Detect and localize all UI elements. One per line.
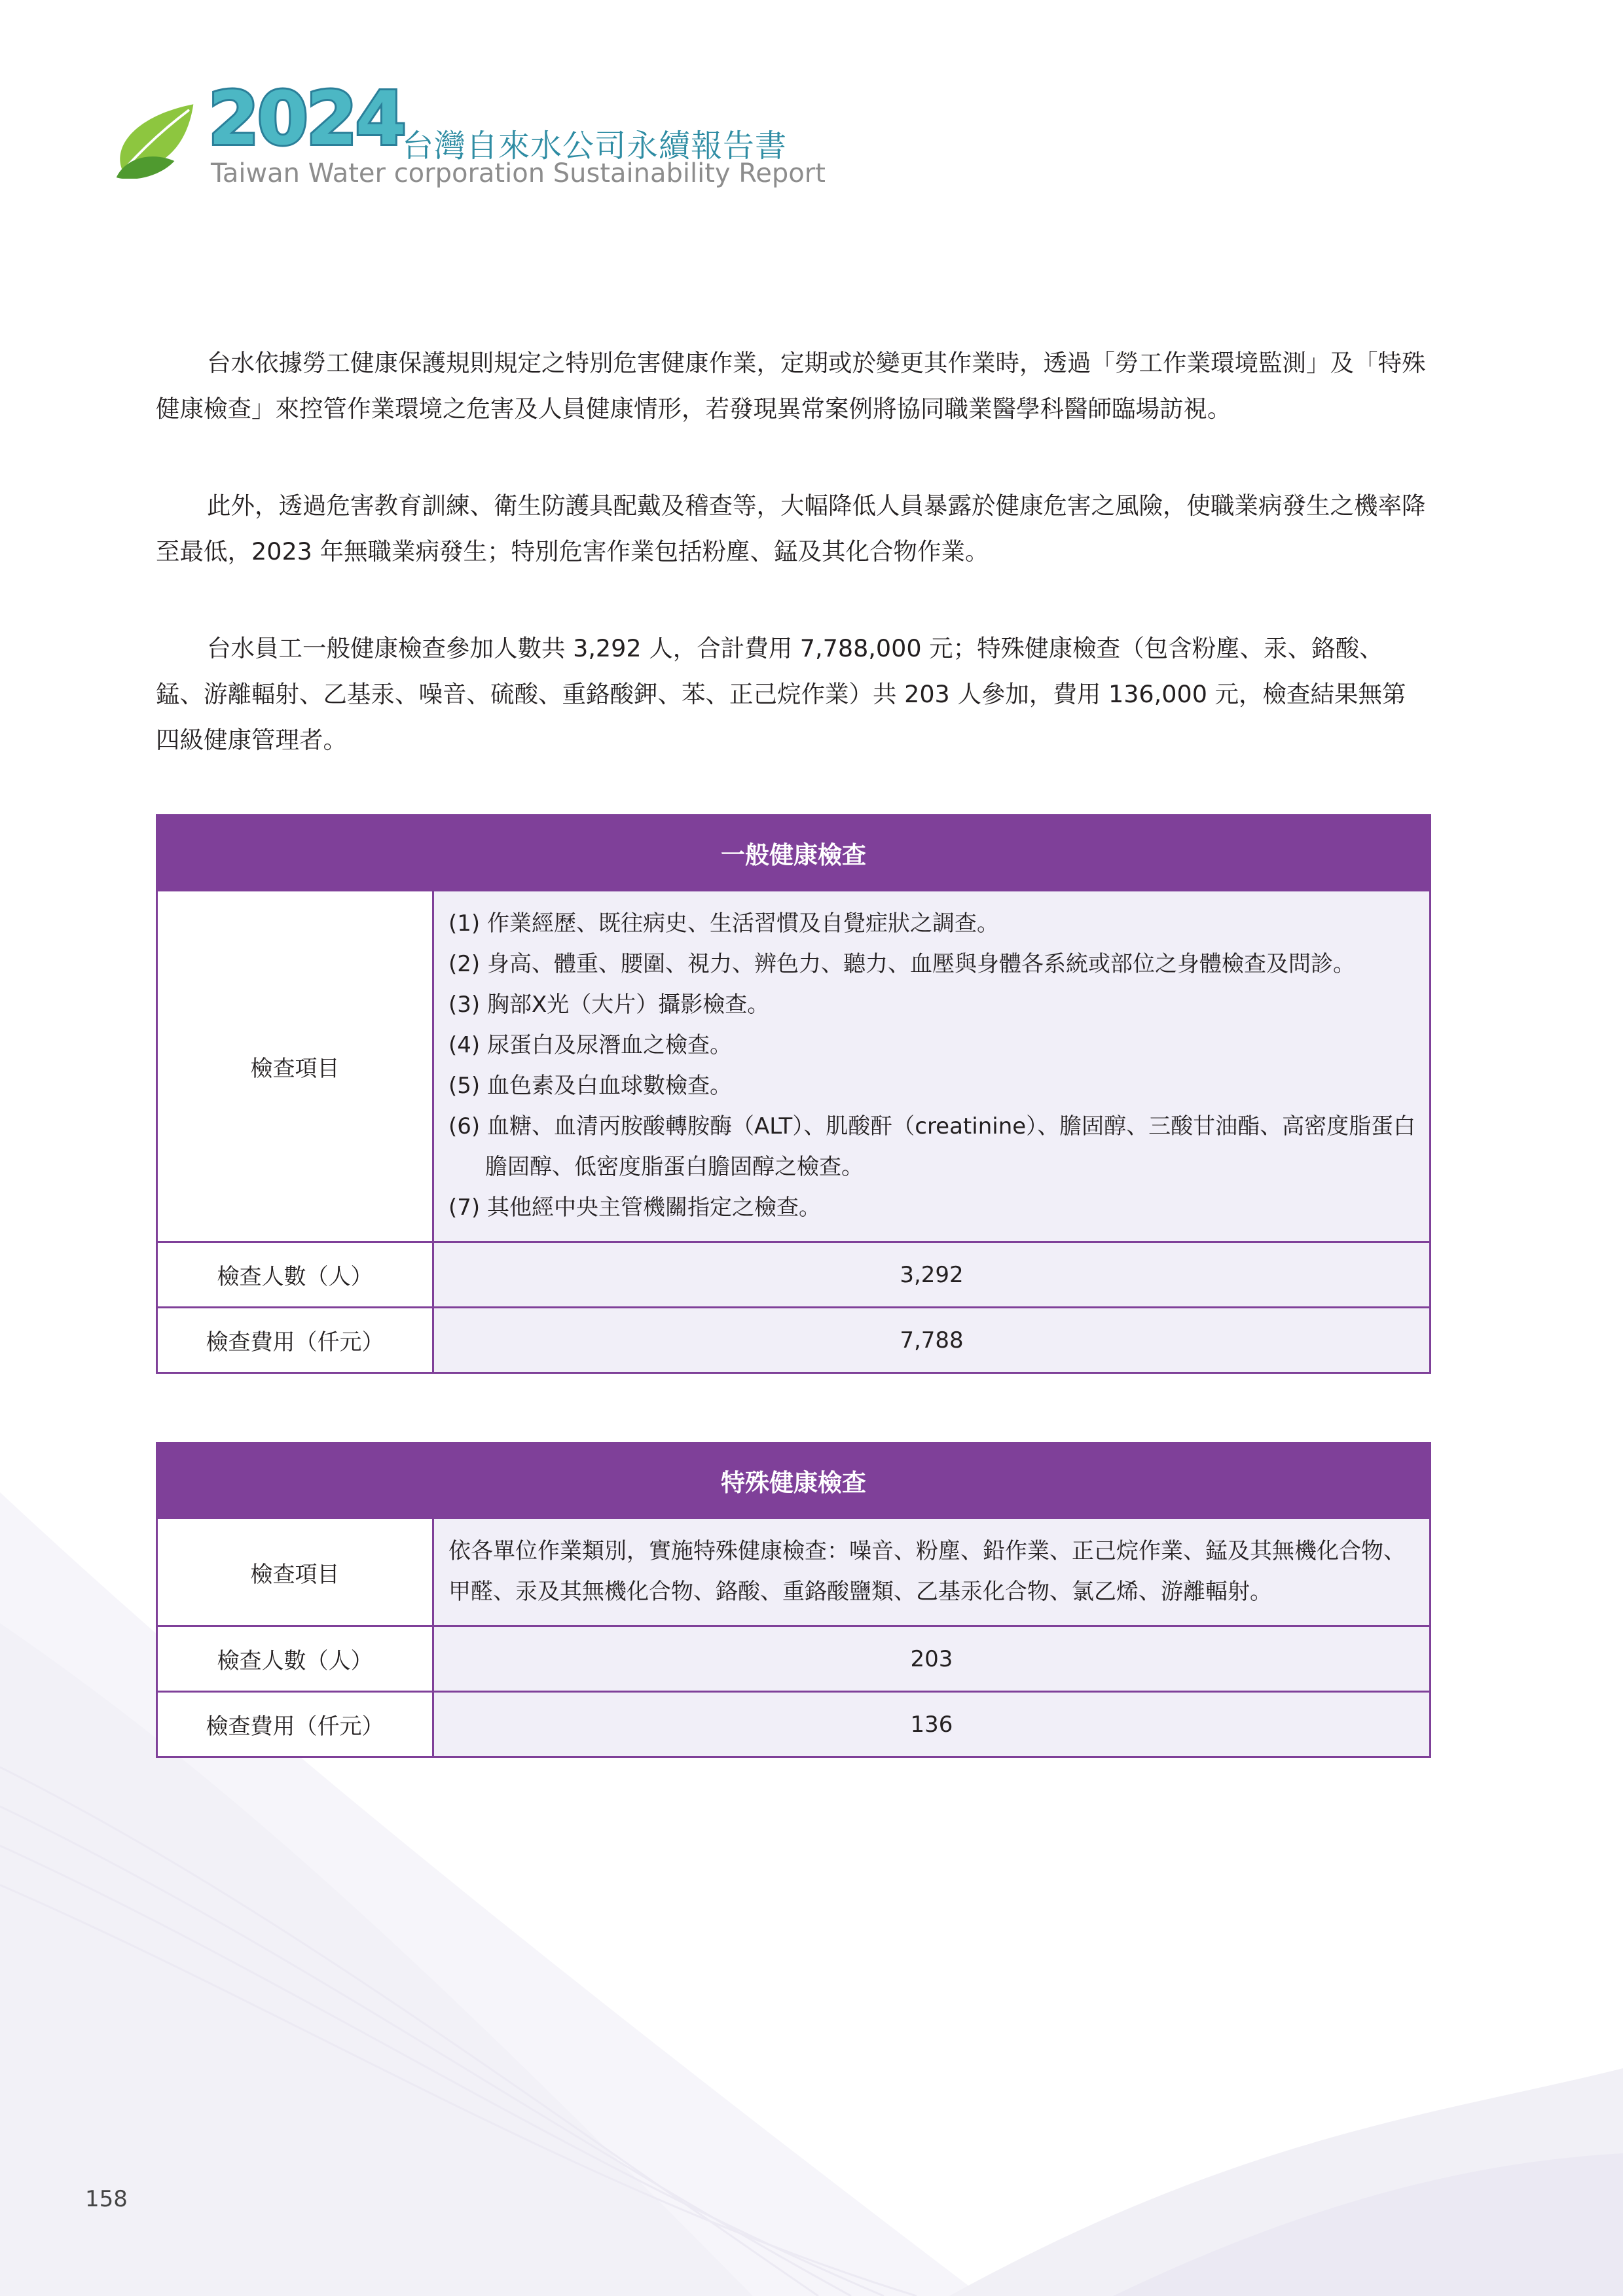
report-header [111, 79, 897, 196]
table-title: 特殊健康檢查 [157, 1443, 1431, 1518]
paragraph-monitoring: 台水依據勞工健康保護規則規定之特別危害健康作業，定期或於變更其作業時，透過「勞工作業環境監測」及「特殊健康檢查」來控管作業環境之危害及人員健康情形，若發現異常案例將協同職業醫學科醫師臨場訪視。 [156, 349, 1426, 423]
table-title: 一般健康檢查 [157, 816, 1431, 891]
leaf-logo-icon [111, 90, 200, 179]
special-health-check-table [156, 1442, 1431, 1758]
special-check-items-text: 依各單位作業類別，實施特殊健康檢查：噪音、粉塵、鉛作業、正己烷作業、錳及其無機化合物、甲醛、汞及其無機化合物、鉻酸、重鉻酸鹽類、乙基汞化合物、氯乙烯、游離輻射。 [448, 1538, 1406, 1605]
row-label-count: 檢查人數（人） [157, 1242, 433, 1308]
report-title-zh: 台灣自來水公司永續報告書 [402, 128, 788, 164]
report-title-en: Taiwan Water corporation Sustainability Report [211, 158, 826, 188]
check-cost: 136 [433, 1692, 1431, 1757]
paragraph-prevention: 此外，透過危害教育訓練、衛生防護具配戴及稽查等，大幅降低人員暴露於健康危害之風險，使職業病發生之機率降至最低，2023 年無職業病發生；特別危害作業包括粉塵、錳及其化合物作業。 [156, 492, 1426, 565]
check-items-cell [433, 1518, 1431, 1626]
row-label-cost: 檢查費用（仟元） [157, 1308, 433, 1373]
check-item: (6) 血糖、血清丙胺酸轉胺酶（ALT）、肌酸酐（creatinine）、膽固醇、三酸甘油酯、高密度脂蛋白膽固醇、低密度脂蛋白膽固醇之檢查。 [448, 1113, 1416, 1180]
general-health-check-table [156, 814, 1431, 1374]
check-item: (7) 其他經中央主管機關指定之檢查。 [448, 1194, 821, 1221]
check-items-list [448, 903, 1416, 1228]
check-item: (5) 血色素及白血球數檢查。 [448, 1073, 732, 1099]
check-item: (1) 作業經歷、既往病史、生活習慣及自覺症狀之調查。 [448, 910, 999, 937]
row-label-count: 檢查人數（人） [157, 1626, 433, 1692]
row-label-cost: 檢查費用（仟元） [157, 1692, 433, 1757]
check-cost: 7,788 [433, 1308, 1431, 1373]
check-items-cell [433, 891, 1431, 1242]
paragraph-checkup-summary: 台水員工一般健康檢查參加人數共 3,292 人，合計費用 7,788,000 元；特殊健康檢查（包含粉塵、汞、鉻酸、錳、游離輻射、乙基汞、噪音、硫酸、重鉻酸鉀、苯、正己烷作業）共 203 人參加，費用 136,000 元，檢查結果無第四級健康管理者。 [156, 634, 1406, 754]
participant-count: 3,292 [433, 1242, 1431, 1308]
row-label-items: 檢查項目 [157, 1518, 433, 1626]
row-label-items: 檢查項目 [157, 891, 433, 1242]
check-item: (4) 尿蛋白及尿潛血之檢查。 [448, 1032, 732, 1058]
report-year: 2024 [208, 77, 405, 162]
check-item: (3) 胸部X光（大片）攝影檢查。 [448, 992, 770, 1018]
main-content [156, 340, 1429, 1758]
participant-count: 203 [433, 1626, 1431, 1692]
check-item: (2) 身高、體重、腰圍、視力、辨色力、聽力、血壓與身體各系統或部位之身體檢查及問診。 [448, 951, 1355, 977]
page-number: 158 [85, 2186, 128, 2212]
